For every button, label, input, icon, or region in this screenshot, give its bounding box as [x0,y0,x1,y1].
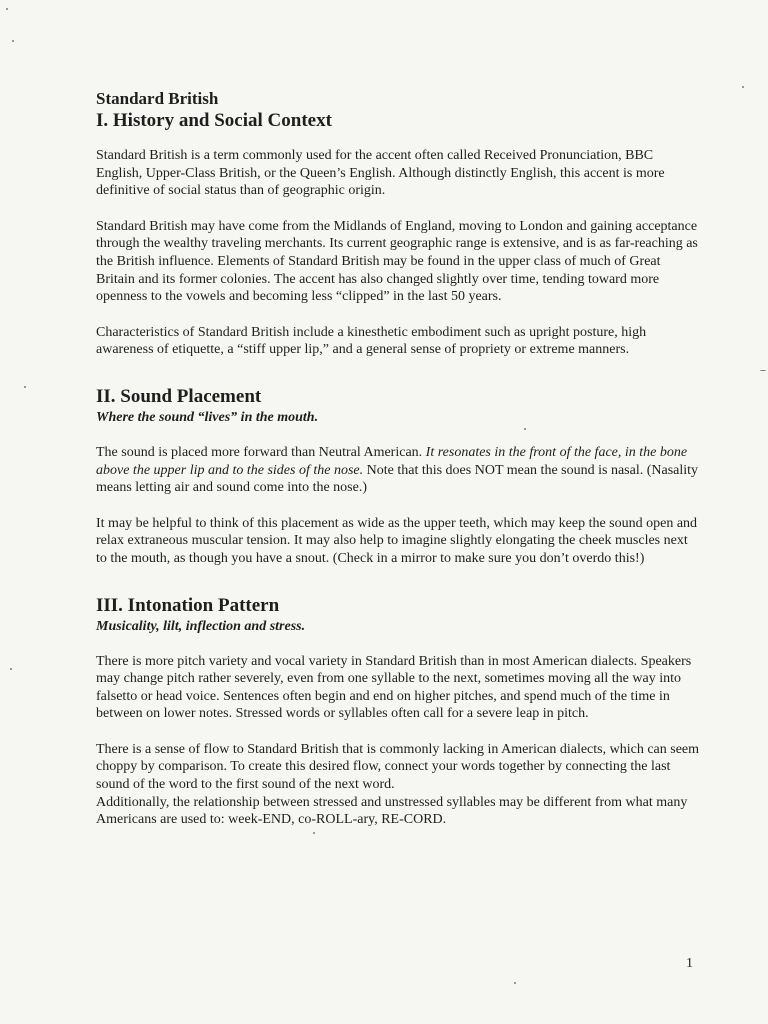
paragraph: Standard British may have come from the Midlands of England, moving to London and gaining acceptance through the wealthy traveling merchants. Its current geographic range is extensive, and is as far-reaching as the British influence. Elements of Standard British may be found in the upper class of much of Great Britain and its former colonies. The accent has also changed slightly over time, tending toward more openness to the vowels and becoming less “clipped” in the last 50 years. [96,218,698,305]
page-number: 1 [686,956,693,971]
scan-speck [6,8,8,10]
section-heading-intonation: III. Intonation Pattern [96,594,280,616]
paragraph: Additionally, the relationship between stressed and unstressed syllables may be different from what many Americans are used to: week-END, co-ROLL-ary, RE-CORD. [96,794,688,828]
scan-speck [12,40,14,42]
emphasis-text: It resonates in the front of the face, in the bone above the upper lip and to the sides of the nose. [96,444,688,478]
paragraph: Characteristics of Standard British include a kinesthetic embodiment such as upright posture, high awareness of etiquette, a “stiff upper lip,” and a general sense of propriety or extreme manners. [96,324,647,358]
paragraph: The sound is placed more forward than Neutral American. It resonates in the front of the face, in the bone above the upper lip and to the sides of the nose. Note that this does NOT mean the sound is nasal. (Nasality means letting air and sound come into the nose.) [96,444,699,496]
section-heading-sound-placement: II. Sound Placement [96,385,262,407]
section-heading-history: I. History and Social Context [96,110,332,131]
scan-speck [313,832,315,834]
scan-speck [742,86,744,88]
paragraph: There is a sense of flow to Standard British that is commonly lacking in American dialects, which can seem choppy by comparison. To create this desired flow, connect your words together by connecting the last sound of the word to the first sound of the next word. [96,741,700,793]
paragraph: Standard British is a term commonly used for the accent often called Received Pronunciation, BBC English, Upper-Class British, or the Queen’s English. Although distinctly English, this accent is more definitive of social status than of geographic origin. [96,148,665,199]
document-page [96,88,700,829]
scan-speck [10,668,12,670]
document-title: Standard British [96,89,219,108]
scan-speck [524,428,526,430]
paragraph: It may be helpful to think of this placement as wide as the upper teeth, which may keep the sound open and relax extraneous muscular tension. It may also help to imagine slightly elongating the cheek muscles next to the mouth, as though you have a snout. (Check in a mirror to make sure you don’t overdo this!) [96,515,698,566]
paragraph: There is more pitch variety and vocal variety in Standard British than in most American dialects. Speakers may change pitch rather severely, even from one syllable to the next, sometimes moving all the way into falsetto or head voice. Sentences often begin and end on higher pitches, and spend much of the time in between on lower notes. Stressed words or syllables often call for a severe leap in pitch. [96,653,692,722]
scan-speck [514,982,516,984]
section-subtitle: Musicality, lilt, inflection and stress. [96,618,306,634]
section-subtitle: Where the sound “lives” in the mouth. [96,409,319,425]
scan-speck [24,386,26,388]
scan-speck [760,370,766,371]
